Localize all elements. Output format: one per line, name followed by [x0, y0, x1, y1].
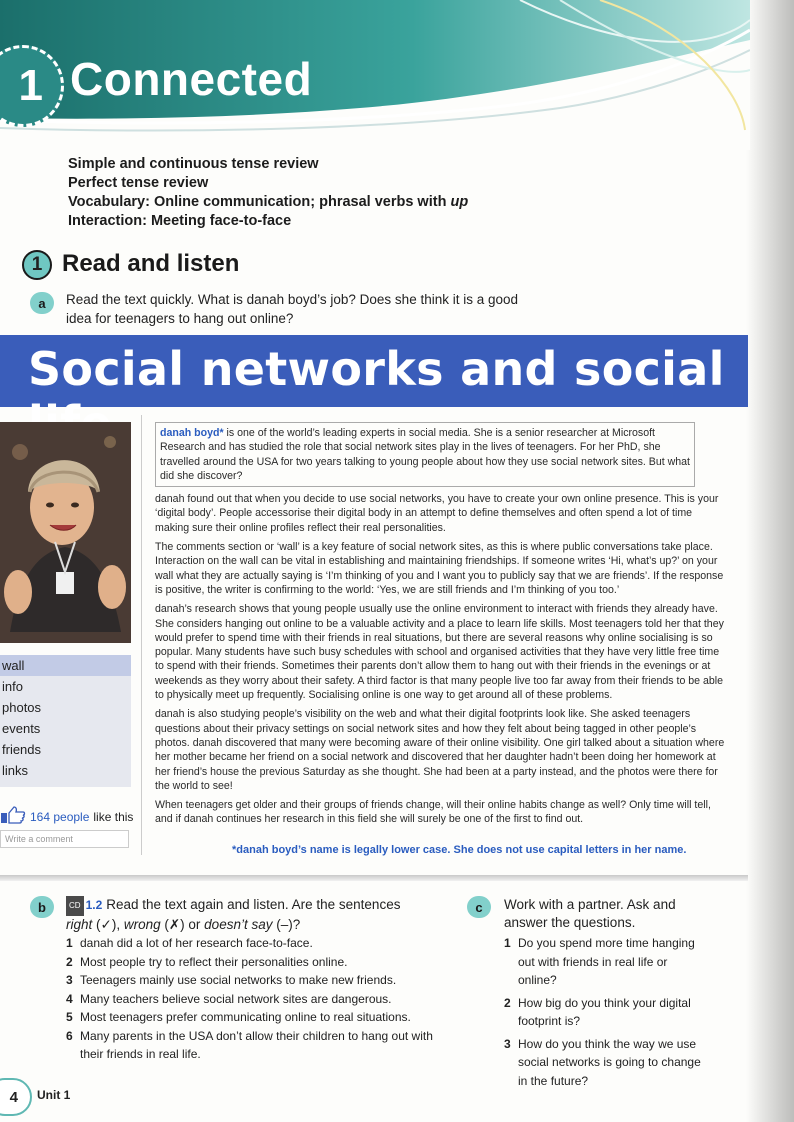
list-item: 1 danah did a lot of her research face-to-face. — [66, 936, 313, 950]
comment-input[interactable]: Write a comment — [0, 830, 129, 848]
woman-photo-image — [0, 422, 131, 643]
task-b-letter: b — [30, 896, 54, 918]
article-paragraph: danah is also studying people’s visibility on the web and what their digital footprints look like. She asked teenagers questions about their privacy settings on social network sites and how they felt about being tagged in other people’s photos. danah discovered that many were becoming aware of their online visibility. One girl talked about a situation where her mother became her friend on a social network and discovered that her daughter hadn’t been doing her homework at her friend’s house the previous Saturday as she thought. She had been at a party instead, and the photos were there for the world to see! — [155, 708, 725, 792]
menu-item-friends[interactable]: friends — [2, 742, 42, 757]
task-c-instruction: Work with a partner. Ask and answer the questions. — [504, 897, 676, 930]
article-paragraph: danah’s research shows that young people usually use the online environment to interact with friends they already have. She considers hanging out online to be a valuable activity and a place to learn life skills. Most teenagers told her that they would prefer to spend time with their friends in real situations, but there are several reasons why online socialising is so popular. Many students have such busy schedules with school and organised activities that they have very little free time to spend with their friends. Sometimes their parents don’t allow them to hang out with their friends in the evenings or at weekends as they worry about their safety. A third factor is that many people live too far away from their friends to be able to physically meet up frequently. Socialising online is one way to get around all of these problems. — [155, 603, 724, 702]
section-divider — [0, 875, 748, 881]
like-count[interactable]: 164 people — [30, 809, 90, 824]
task-c-letter: c — [467, 896, 491, 918]
like-suffix: like this — [93, 809, 134, 824]
article-paragraph: When teenagers get older and their groups of friends change, will their online habits change as well? Only time will tell, and if danah continues her research in this field she will surely be one of the first to find out. — [155, 799, 711, 826]
list-item: 3 How do you think the way we use social networks is going to change in the future? — [504, 1036, 701, 1088]
list-item: 1 Do you spend more time hanging out with friends in real life or online? — [504, 936, 695, 987]
thumbs-up-icon[interactable] — [0, 806, 26, 827]
unit-objectives — [68, 155, 468, 231]
list-item: 3 Teenagers mainly use social networks to make new friends. — [66, 973, 397, 987]
article-title: Social networks and social — [28, 342, 725, 396]
article-paragraph: The comments section or ‘wall’ is a key feature of social network sites, as this is where public conversations take place. Interaction on the wall can be vital in establishing and maintaining friendships. If someone writes ‘Hi, what’s up?’ on your wall what they are actually saying is ‘I’m thinking of you and I want you to publicly say that we are friends’. If the response is positive, the writer is confirming to the world: ‘Yes, we are still friends and I’m thinking of you too.’ — [155, 541, 724, 596]
task-c-list — [504, 934, 704, 1094]
page-number: 4 — [0, 1078, 32, 1116]
column-divider — [141, 415, 142, 855]
section-title: Read and listen — [62, 250, 240, 277]
objective-4: Interaction: Meeting face-to-face — [68, 213, 292, 229]
objective-1: Simple and continuous tense review — [68, 156, 319, 172]
list-item: 4 Many teachers believe social network sites are dangerous. — [66, 991, 392, 1006]
task-a-letter: a — [30, 292, 54, 314]
list-item: 5 Most teenagers prefer communicating online to real situations. — [66, 1010, 411, 1024]
unit-label: Unit 1 — [37, 1088, 71, 1102]
page-gutter-shadow — [746, 0, 794, 1122]
unit-number-badge: 1 — [0, 45, 64, 127]
objective-2: Perfect tense review — [68, 175, 209, 191]
list-item: 6 Many parents in the USA don’t allow their children to hang out with their friends in real life. — [66, 1028, 433, 1061]
unit-header — [0, 0, 750, 150]
menu-item-info[interactable]: info — [2, 679, 23, 694]
audio-cd-icon[interactable]: CD — [66, 896, 84, 916]
profile-photo — [0, 422, 131, 643]
section-number: 1 — [22, 250, 52, 280]
menu-item-links[interactable]: links — [2, 763, 29, 778]
list-item: 2 How big do you think your digital footprint is? — [504, 995, 691, 1028]
track-number: 1.2 — [85, 898, 103, 912]
author-name: danah boyd* — [160, 427, 224, 439]
article-footnote: *danah boyd’s name is legally lower case. She does not use capital letters in her name. — [232, 844, 687, 856]
profile-menu — [0, 655, 131, 787]
list-item: 2 Most people try to reflect their personalities online. — [66, 954, 348, 969]
unit-title: Connected — [70, 53, 313, 105]
task-b-instruction: CD 1.2 Read the text again and listen. Are the sentences right (✓), wrong (✗) or doesn’t say (–)? — [66, 897, 401, 932]
task-a-instruction: Read the text quickly. What is danah boyd’s job? Does she think it is a good idea for teenagers to hang out online? — [66, 292, 519, 326]
article-intro: danah boyd* is one of the world’s leading experts in social media. She is a senior researcher at Microsoft Research and has studied the role that social network sites play in the lives of teenagers. For her PhD, she travelled around the USA for two years talking to young people about how they use social network sites. But what did she discover? — [155, 422, 695, 487]
article-body — [155, 422, 725, 832]
task-b-list — [66, 934, 456, 1064]
menu-item-events[interactable]: events — [2, 721, 41, 736]
like-row — [0, 806, 133, 827]
menu-item-photos[interactable]: photos — [2, 700, 42, 715]
menu-item-wall[interactable]: wall — [0, 655, 131, 676]
objective-3: Vocabulary: Online communication; phrasal verbs with up — [68, 194, 469, 210]
article-paragraph: danah found out that when you decide to use social networks, you have to create your own online presence. This is your ‘digital body’. People accessorise their digital body in an attempt to define themselves and often spend a lot of time making sure their online profiles reflect their real personalities. — [155, 493, 719, 534]
